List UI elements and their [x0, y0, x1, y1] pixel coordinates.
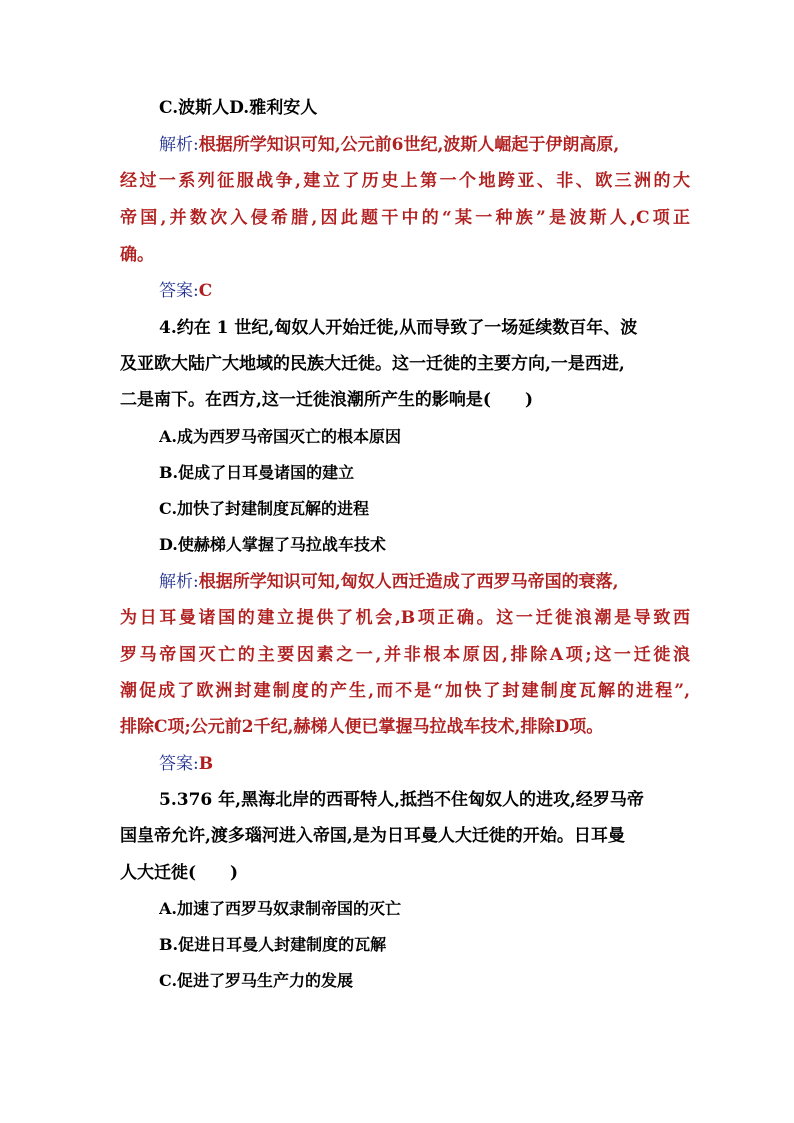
q3-analysis-text: 根据所学知识可知,公元前6世纪,波斯人崛起于伊朗高原,: [198, 135, 620, 155]
q5-stem-line-1: 5.376 年,黑海北岸的西哥特人,抵挡不住匈奴人的进攻,经罗马帝: [159, 790, 644, 810]
q5-option-c: C.促进了罗马生产力的发展: [159, 971, 354, 990]
q4-option-b: B.促成了日耳曼诸国的建立: [159, 463, 355, 482]
q4-answer-label: 答案:: [159, 754, 199, 774]
q3-answer: [159, 273, 729, 309]
q4-analysis-line-3: 罗马帝国灭亡的主要因素之一,并非根本原因,排除A项;这一迁徙浪: [120, 645, 690, 665]
q4-analysis-line-5: 排除C项;公元前2千纪,赫梯人便已掌握马拉战车技术,排除D项。: [120, 717, 604, 737]
q4-option-c: C.加快了封建制度瓦解的进程: [159, 499, 370, 518]
q3-analysis-label: 解析:: [159, 135, 199, 155]
q4-option-a: A.成为西罗马帝国灭亡的根本原因: [159, 427, 401, 446]
q3-answer-label: 答案:: [159, 281, 199, 301]
q5-option-a: A.加速了西罗马奴隶制帝国的灭亡: [159, 899, 401, 918]
q4-answer-value: B: [198, 754, 214, 774]
q4-answer: [159, 746, 729, 782]
q4-analysis-line-4: 潮促成了欧洲封建制度的产生,而不是“加快了封建制度瓦解的进程”,: [120, 681, 690, 701]
q4-analysis-text: 根据所学知识可知,匈奴人西迁造成了西罗马帝国的衰落,: [198, 572, 619, 592]
q3-analysis-line-2: 经过一系列征服战争,建立了历史上第一个地跨亚、非、欧三洲的大: [120, 171, 690, 191]
q4-analysis-label: 解析:: [159, 572, 199, 592]
q4-stem-line-3: 二是南下。在西方,这一迁徙浪潮所产生的影响是( ): [120, 390, 534, 410]
q3-options-cd: C.波斯人D.雅利安人: [159, 98, 318, 118]
q4-option-d: D.使赫梯人掌握了马拉战车技术: [159, 535, 386, 554]
q3-analysis-line-1: [159, 127, 729, 163]
q4-stem-line-1: 4.约在 1 世纪,匈奴人开始迁徙,从而导致了一场延续数百年、波: [159, 318, 638, 338]
q4-analysis-line-1: [159, 564, 729, 600]
q4-analysis-line-2: 为日耳曼诸国的建立提供了机会,B项正确。这一迁徙浪潮是导致西: [120, 608, 690, 628]
q4-stem-line-2: 及亚欧大陆广大地域的民族大迁徙。这一迁徙的主要方向,一是西进,: [120, 354, 625, 374]
q5-stem-line-3: 人大迁徙( ): [120, 863, 239, 883]
q3-answer-value: C: [198, 281, 213, 301]
q5-option-b: B.促进日耳曼人封建制度的瓦解: [159, 935, 387, 954]
q3-analysis-line-4: 确。: [120, 245, 154, 265]
q5-stem-line-2: 国皇帝允许,渡多瑙河进入帝国,是为日耳曼人大迁徙的开始。日耳曼: [120, 826, 625, 846]
q3-analysis-line-3: 帝国,并数次入侵希腊,因此题干中的“某一种族”是波斯人,C项正: [120, 208, 690, 228]
